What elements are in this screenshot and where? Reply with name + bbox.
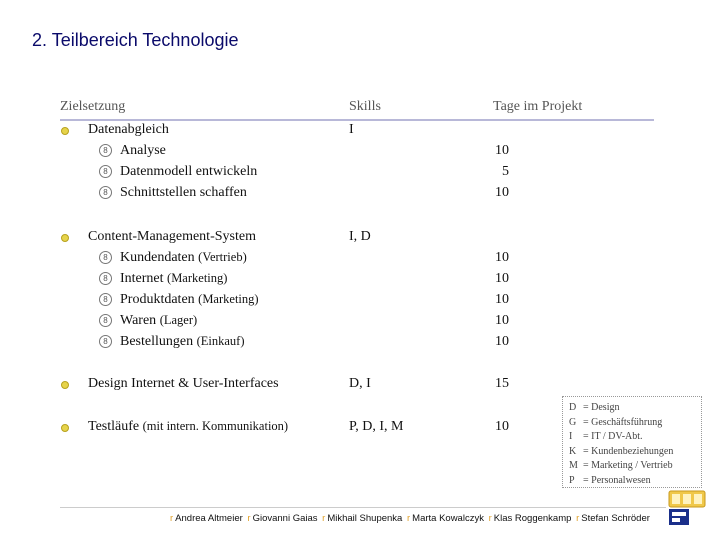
bullet-icon xyxy=(61,234,69,242)
bullet-icon xyxy=(61,127,69,135)
circled-number-icon: 8 xyxy=(99,186,112,199)
item-days: 10 xyxy=(495,292,509,307)
legend-entry: I = IT / DV-Abt. xyxy=(569,431,643,443)
list-item: 8 Internet (Marketing) xyxy=(99,271,227,287)
section-label: Content-Management-System xyxy=(88,229,256,244)
page-title: 2. Teilbereich Technologie xyxy=(32,30,239,50)
section-skills: I xyxy=(349,122,354,137)
skills-legend xyxy=(562,396,702,488)
item-days: 10 xyxy=(495,334,509,349)
logo-icon xyxy=(666,489,708,527)
circled-number-icon: 8 xyxy=(99,293,112,306)
legend-entry: G = Geschäftsführung xyxy=(569,416,663,428)
separator-icon: r xyxy=(170,513,174,524)
header-skills: Skills xyxy=(349,99,381,114)
item-days: 10 xyxy=(495,250,509,265)
circled-number-icon: 8 xyxy=(99,272,112,285)
bullet-icon xyxy=(61,424,69,432)
separator-icon: r xyxy=(576,513,580,524)
legend-entry: D = Design xyxy=(569,402,620,413)
section-skills: D, I xyxy=(349,376,371,391)
footer-names: r Andrea Altmeier r Giovanni Gaias r Mikhail Shupenka r Marta Kowalczyk r Klas Roggenkamp r Stefan Schröder xyxy=(170,513,650,524)
footer-divider xyxy=(60,507,666,508)
item-days: 5 xyxy=(502,164,509,179)
circled-number-icon: 8 xyxy=(99,335,112,348)
circled-number-icon: 8 xyxy=(99,144,112,157)
separator-icon: r xyxy=(247,513,251,524)
circled-number-icon: 8 xyxy=(99,251,112,264)
item-days: 10 xyxy=(495,313,509,328)
section-skills: I, D xyxy=(349,229,371,244)
header-tage: Tage im Projekt xyxy=(493,99,583,114)
legend-entry: M = Marketing / Vertrieb xyxy=(569,460,673,472)
legend-entry: K = Kundenbeziehungen xyxy=(569,445,674,457)
list-item: 8 Analyse xyxy=(99,143,166,159)
list-item: 8 Schnittstellen schaffen xyxy=(99,185,247,201)
item-days: 10 xyxy=(495,271,509,286)
item-days: 10 xyxy=(495,185,509,200)
list-item: 8 Produktdaten (Marketing) xyxy=(99,292,259,308)
separator-icon: r xyxy=(322,513,326,524)
section-skills: P, D, I, M xyxy=(349,419,404,434)
section-label: Testläufe (mit intern. Kommunikation) xyxy=(88,419,289,434)
header-divider xyxy=(60,119,654,121)
list-item: 8 Bestellungen (Einkauf) xyxy=(99,334,245,350)
separator-icon: r xyxy=(488,513,492,524)
section-label: Design Internet & User-Interfaces xyxy=(88,376,279,391)
bullet-icon xyxy=(61,381,69,389)
section-label: Datenabgleich xyxy=(88,122,169,137)
circled-number-icon: 8 xyxy=(99,165,112,178)
legend-entry: P = Personalwesen xyxy=(569,474,651,486)
header-zielsetzung: Zielsetzung xyxy=(60,99,126,114)
list-item: 8 Datenmodell entwickeln xyxy=(99,164,257,180)
circled-number-icon: 8 xyxy=(99,314,112,327)
separator-icon: r xyxy=(406,513,411,524)
item-days: 10 xyxy=(495,143,509,158)
list-item: 8 Waren (Lager) xyxy=(99,313,197,329)
list-item: 8 Kundendaten (Vertrieb) xyxy=(99,250,247,266)
section-days: 15 xyxy=(495,376,509,391)
section-days: 10 xyxy=(495,419,509,434)
